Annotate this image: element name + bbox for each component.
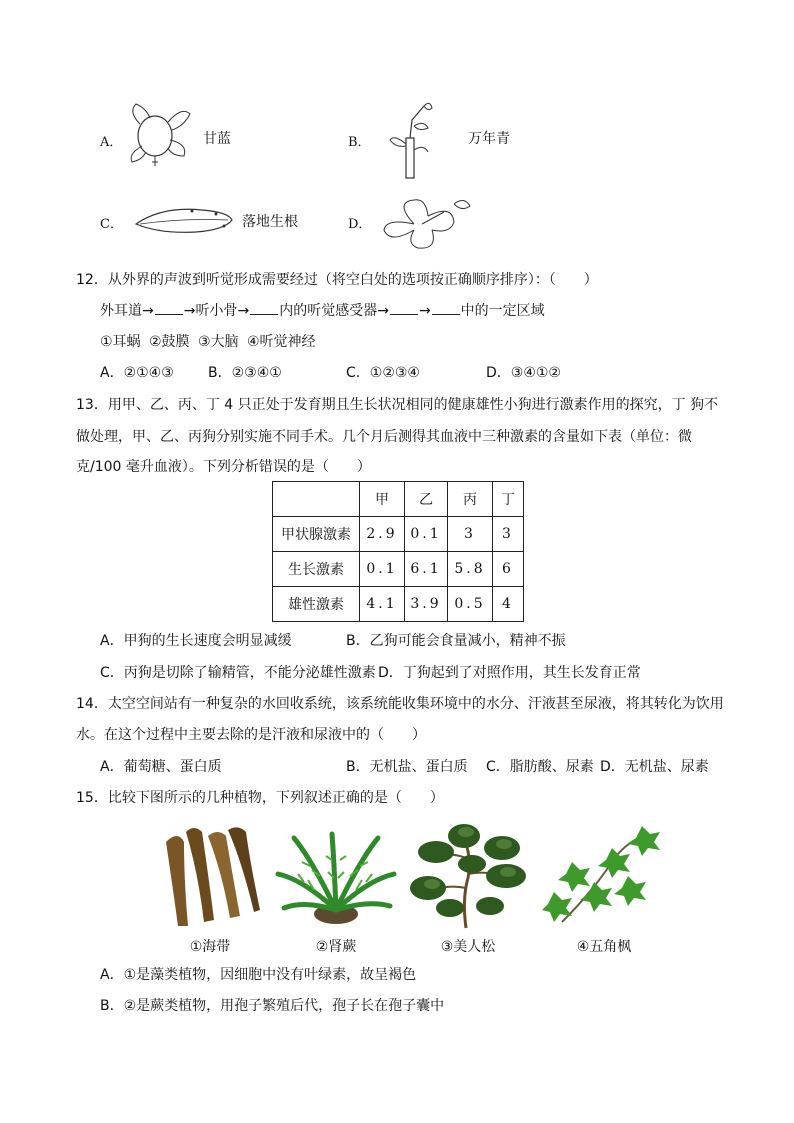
table-cell: 4.1 xyxy=(360,587,405,622)
table-cell: 0.5 xyxy=(448,587,493,622)
table-header-row xyxy=(273,482,524,517)
blank-4 xyxy=(432,300,460,315)
q13-line-1: 13．用甲、乙、丙、丁 4 只正处于发育期且生长状况相同的健康雄性小狗进行激素作用的探究，丁 狗不 xyxy=(76,397,719,413)
q14-option-d: D．无机盐、尿素 xyxy=(600,759,709,775)
kelp-image xyxy=(158,822,262,930)
q13-line-2: 做处理，甲、乙、丙狗分别实施不同手术。几个月后测得其血液中三种激素的含量如下表（单位：微 xyxy=(76,429,692,445)
table-row-label: 雄性激素 xyxy=(273,587,360,622)
maple-image xyxy=(542,822,662,930)
caption-fern: ②肾蕨 xyxy=(315,939,357,955)
table-cell: 4 xyxy=(493,587,524,622)
table-row-label: 甲状腺激素 xyxy=(273,517,360,552)
table-cell: 5.8 xyxy=(448,552,493,587)
table-row xyxy=(273,552,524,587)
q15-option-b: B．②是蕨类植物，用孢子繁殖后代，孢子长在孢子囊中 xyxy=(100,998,445,1014)
caption-kelp: ①海带 xyxy=(189,939,231,955)
q11-option-d-letter: D． xyxy=(348,217,372,232)
q12-option-b: B．②③④① xyxy=(208,365,282,381)
q13-line-3: 克/100 毫升血液）。下列分析错误的是（ ） xyxy=(76,459,371,475)
hormone-table xyxy=(272,481,524,622)
q15-stem: 15．比较下图所示的几种植物，下列叙述正确的是（ ） xyxy=(76,790,444,806)
table-cell: 3 xyxy=(493,517,524,552)
q12-option-d: D．③④①② xyxy=(486,365,561,381)
table-header-cell: 丙 xyxy=(448,482,493,517)
pine-image xyxy=(406,818,530,930)
blank-3 xyxy=(390,300,418,315)
q12-option-c: C．①②③④ xyxy=(346,365,420,381)
q14-line-1: 14．太空空间站有一种复杂的水回收系统，该系统能收集环境中的水分、汗液甚至尿液，将其转化为饮用 xyxy=(76,696,724,712)
q12-stem: 12．从外界的声波到听觉形成需要经过（将空白处的选项按正确顺序排序）：（ ） xyxy=(76,272,598,288)
kalanchoe-leaf-drawing xyxy=(132,204,236,238)
q12-option-a: A．②①④③ xyxy=(100,365,174,381)
hibiscus-flower-drawing xyxy=(374,192,474,256)
table-cell: 0.1 xyxy=(360,552,405,587)
q11-option-b-label: 万年青 xyxy=(468,131,510,147)
evergreen-plant-drawing xyxy=(384,100,446,180)
q13-option-d: D．丁狗起到了对照作用，其生长发育正常 xyxy=(378,665,641,681)
table-cell: 0.1 xyxy=(405,517,448,552)
table-cell: 6 xyxy=(493,552,524,587)
caption-pine: ③美人松 xyxy=(440,939,496,955)
table-header-cell: 丁 xyxy=(493,482,524,517)
q11-option-b-letter: B． xyxy=(348,135,371,150)
table-cell: 3 xyxy=(448,517,493,552)
table-row-label: 生长激素 xyxy=(273,552,360,587)
table-row xyxy=(273,517,524,552)
q14-line-2: 水。在这个过程中主要去除的是汗液和尿液中的（ ） xyxy=(76,727,426,743)
table-header-cell: 乙 xyxy=(405,482,448,517)
q11-option-a-label: 甘蓝 xyxy=(203,131,231,147)
caption-maple: ④五角枫 xyxy=(576,939,632,955)
q14-option-a: A．葡萄糖、蛋白质 xyxy=(100,759,222,775)
cabbage-drawing xyxy=(122,100,194,168)
q11-option-c-label: 落地生根 xyxy=(242,214,298,230)
q13-option-a: A．甲狗的生长速度会明显减缓 xyxy=(100,633,292,649)
q11-option-c-letter: C． xyxy=(100,217,123,232)
q11-option-a-letter: A． xyxy=(100,135,123,150)
q14-option-c: C．脂肪酸、尿素 xyxy=(486,759,594,775)
blank-1 xyxy=(155,300,183,315)
table-cell: 2.9 xyxy=(360,517,405,552)
q12-items: ①耳蜗 ②鼓膜 ③大脑 ④听觉神经 xyxy=(100,334,316,350)
table-row xyxy=(273,587,524,622)
table-cell: 6.1 xyxy=(405,552,448,587)
q12-chain: 外耳道→ →听小骨→ 内的听觉感受器→ → 中的一定区域 xyxy=(100,300,545,321)
q13-option-b: B．乙狗可能会食量减小，精神不振 xyxy=(346,633,566,649)
table-header-cell xyxy=(273,482,360,517)
fern-image xyxy=(274,830,398,928)
q15-option-a: A．①是藻类植物，因细胞中没有叶绿素，故呈褐色 xyxy=(100,967,417,983)
table-header-cell: 甲 xyxy=(360,482,405,517)
q14-option-b: B．无机盐、蛋白质 xyxy=(346,759,468,775)
blank-2 xyxy=(250,300,278,315)
table-cell: 3.9 xyxy=(405,587,448,622)
q13-option-c: C．丙狗是切除了输精管，不能分泌雄性激素 xyxy=(100,665,376,681)
